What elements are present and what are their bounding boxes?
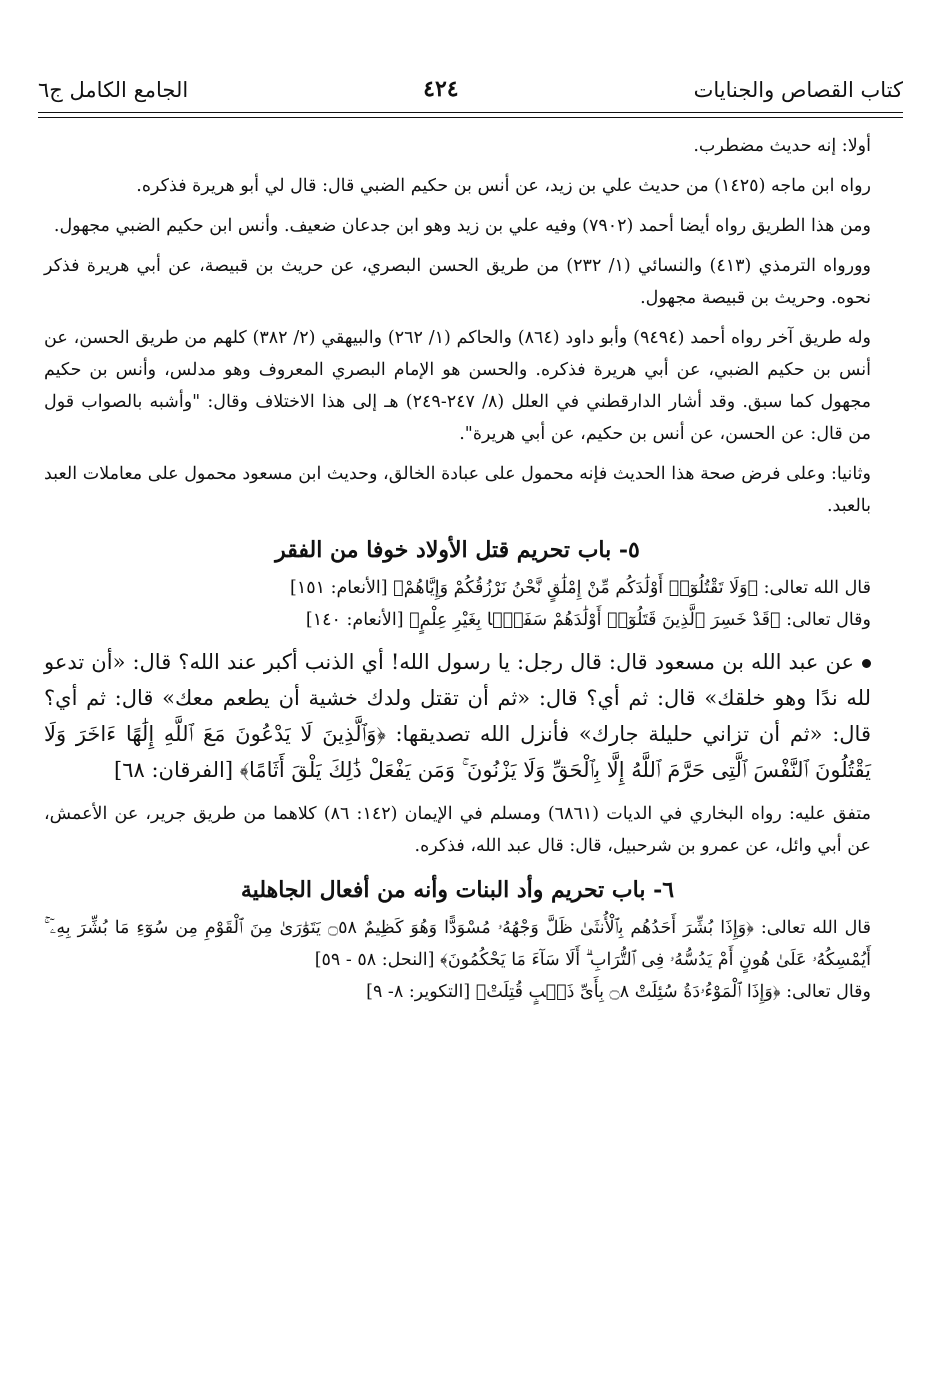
header-volume: الجامع الكامل ج٦ [38, 78, 189, 102]
paragraph: رواه ابن ماجه (١٤٢٥) من حديث علي بن زيد، عن أنس بن حكيم الضبي قال: قال لي أبو هريرة فذكره. [136, 176, 871, 196]
paragraph: أولا: إنه حديث مضطرب. [693, 136, 871, 156]
running-header [38, 62, 903, 102]
quran-verse: قال الله تعالى: ﴿وَإِذَا بُشِّرَ أَحَدُهُم بِٱلْأُنثَىٰ ظَلَّ وَجْهُهُۥ مُسْوَدًّا وَهُوَ كَظِيمٌ ۝٥٨ يَتَوَٰرَىٰ مِنَ ٱلْقَوْمِ مِن سُوٓءِ مَا بُشِّرَ بِهِۦٓ ۚ أَيُمْسِكُهُۥ عَلَىٰ هُونٍ أَمْ يَدُسُّهُۥ فِى ٱلتُّرَابِ ۗ أَلَا سَآءَ مَا يَحْكُمُونَ﴾ [النحل: ٥٨ - ٥٩] [44, 918, 871, 970]
header-section-title: كتاب القصاص والجنايات [693, 78, 903, 102]
takhrij-paragraph: متفق عليه: رواه البخاري في الديات (٦٨٦١) ومسلم في الإيمان (١٤٢: ٨٦) كلاهما من طريق جرير، عن الأعمش، عن أبي وائل، عن عمرو بن شرحبيل، قال: قال عبد الله، فذكره. [44, 804, 871, 856]
bullet-icon [862, 659, 871, 668]
quran-verse: وقال تعالى: ﴿وَإِذَا ٱلْمَوْءُۥدَةُ سُئِلَتْ ۝٨ بِأَىِّ ذَنۢبٍ قُتِلَتْ﴾ [التكوير: ٨- ٩] [366, 982, 871, 1002]
header-rule-bottom [38, 117, 903, 118]
hadith-body: عن عبد الله بن مسعود قال: قال رجل: يا رسول الله! أي الذنب أكبر عند الله؟ قال: «أن تدعو لله ندًا وهو خلقك» قال: ثم أي؟ قال: «ثم أن تقتل ولدك خشية أن يطعم معك» قال: ثم أي؟ قال: «ثم أن تزاني حليلة جارك» فأنزل الله تصديقها: ﴿وَٱلَّذِينَ لَا يَدْعُونَ مَعَ ٱللَّهِ إِلَٰهًا ءَاخَرَ وَلَا يَقْتُلُونَ ٱلنَّفْسَ ٱلَّتِى حَرَّمَ ٱللَّهُ إِلَّا بِٱلْحَقِّ وَلَا يَزْنُونَ ۚ وَمَن يَفْعَلْ ذَٰلِكَ يَلْقَ أَثَامًا﴾ [الفرقان: ٦٨] [44, 650, 871, 782]
section-heading: ٦- باب تحريم وأد البنات وأنه من أفعال الجاهلية [240, 877, 675, 903]
paragraph: وثانيا: وعلى فرض صحة هذا الحديث فإنه محمول على عبادة الخالق، وحديث ابن مسعود محمول على معاملات العبد بالعبد. [44, 464, 871, 516]
page-body [44, 130, 871, 1008]
quran-verse: وقال تعالى: ﴿قَدْ خَسِرَ ٱلَّذِينَ قَتَلُوٓا۟ أَوْلَٰدَهُمْ سَفَهًۢا بِغَيْرِ عِلْمٍ﴾ [الأنعام: ١٤٠] [305, 610, 871, 630]
paragraph: ومن هذا الطريق رواه أيضا أحمد (٧٩٠٢) وفيه علي بن زيد وهو ابن جدعان ضعيف. وأنس ابن حكيم الضبي مجهول. [53, 216, 871, 236]
paragraph: وله طريق آخر رواه أحمد (٩٤٩٤) وأبو داود (٨٦٤) والحاكم (١/ ٢٦٢) والبيهقي (٢/ ٣٨٢) كلهم من طريق الحسن، عن أنس بن حكيم الضبي، عن أبي هريرة فذكره. والحسن هو الإمام البصري المعروف وهو مدلس، وأنس بن حكيم مجهول كما سبق. وقد أشار الدارقطني في العلل (٨/ ٢٤٧-٢٤٩) هـ إلى هذا الاختلاف وقال: "وأشبه بالصواب قول من قال: عن الحسن، عن أنس بن حكيم، عن أبي هريرة". [44, 328, 871, 444]
section-heading: ٥- باب تحريم قتل الأولاد خوفا من الفقر [275, 537, 640, 563]
hadith-text [44, 644, 871, 788]
paragraph: وورواه الترمذي (٤١٣) والنسائي (١/ ٢٣٢) من طريق الحسن البصري، عن حريث بن قبيصة، عن أبي هريرة فذكر نحوه. وحريث بن قبيصة مجهول. [44, 256, 872, 308]
quran-verse: قال الله تعالى: ﴿وَلَا تَقْتُلُوٓا۟ أَوْلَٰدَكُم مِّنْ إِمْلَٰقٍ نَّحْنُ نَرْزُقُكُمْ وَإِيَّاهُمْ﴾ [الأنعام: ١٥١] [289, 578, 871, 598]
header-rule-top [38, 112, 903, 113]
page-number: ٤٢٤ [423, 76, 459, 102]
